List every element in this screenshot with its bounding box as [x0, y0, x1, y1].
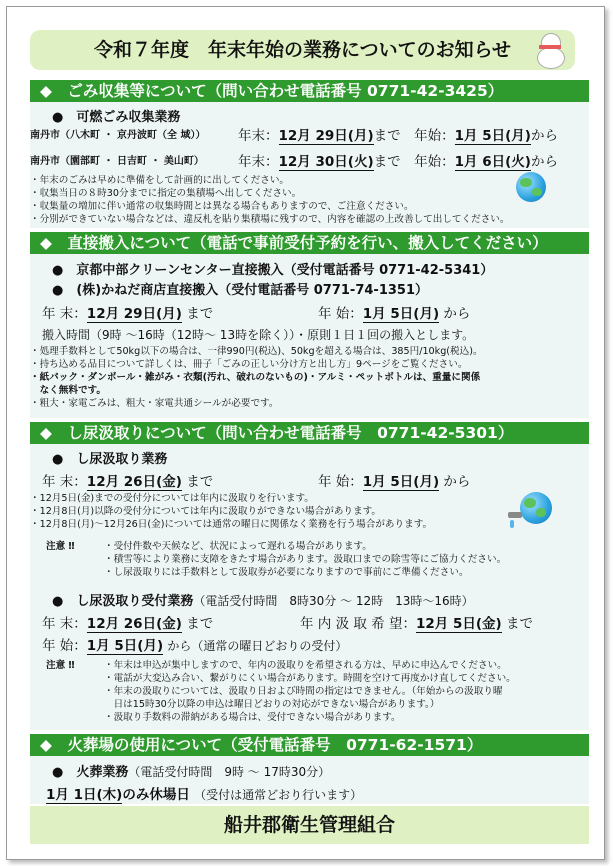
page-title: 令和７年度 年末年始の業務についてのお知らせ [30, 30, 575, 70]
section-direct-delivery-header: ◆ 直接搬入について（電話で事前受付予約を行い、搬入してください） [30, 232, 589, 254]
cleancenter-subtitle: ● 京都中部クリーンセンター直接搬入（受付電話番号 0771-42-5341） [52, 263, 494, 278]
garbage-schedule-row-2-dates: 年末：12月 30日(火)まで 年始：1月 6日(火)から [238, 154, 558, 170]
section-garbage-subtitle: ● 可燃ごみ収集業務 [52, 110, 181, 125]
sewage-reception-deadline: 年 内 汲 取 希 望：12月 5日(金) まで [300, 616, 533, 632]
crematorium-holiday: 1月 1日(木)のみ休場日 （受付は通常どおり行います） [46, 787, 363, 803]
garbage-schedule-row-1: 南丹市（八木町 ・ 京丹波町（全 域）） [30, 130, 206, 141]
section-sewage-header: ◆ し尿汲取りについて（問い合わせ電話番号 0771-42-5301） [30, 422, 589, 444]
organization-footer: 船井郡衛生管理組合 [30, 806, 589, 844]
snowman-illustration [535, 33, 569, 67]
sewage-new-year: 年 始：1月 5日(月) から [318, 474, 471, 490]
direct-delivery-year-end: 年 末：12月 29日(月) まで [42, 306, 214, 322]
earth-with-faucet-illustration [508, 490, 556, 536]
section-crematorium-header: ◆ 火葬場の使用について（受付電話番号 0771-62-1571） [30, 734, 589, 756]
sewage-reception-subtitle: ● し尿汲取り受付業務（電話受付時間 8時30分 ～ 12時 13時～16時） [52, 594, 474, 609]
kaneda-subtitle: ● (株)かねだ商店直接搬入（受付電話番号 0771-74-1351） [52, 283, 428, 298]
garbage-schedule-row-2: 南丹市（園部町 ・ 日吉町 ・ 美山町） [30, 156, 204, 167]
crematorium-subtitle: ● 火葬業務（電話受付時間 9時 ～ 17時30分） [52, 765, 331, 780]
section-garbage-header: ◆ ごみ収集等について（問い合わせ電話番号 0771-42-3425） [30, 80, 589, 102]
earth-character-illustration [512, 172, 552, 204]
sewage-year-end: 年 末：12月 26日(金) まで [42, 474, 214, 490]
garbage-schedule-row-1-dates: 年末：12月 29日(月)まで 年始：1月 5日(月)から [238, 128, 558, 144]
sewage-reception-year-end: 年 末：12月 26日(金) まで [42, 616, 214, 632]
sewage-caution-label-2: 注意 ‼ [46, 660, 75, 671]
direct-delivery-hours: 搬入時間（9時 ～16時（12時～ 13時を除く））・原則１日１回の搬入とします。 [42, 328, 475, 342]
sewage-caution-label: 注意 ‼ [46, 541, 75, 552]
direct-delivery-new-year: 年 始：1月 5日(月) から [318, 306, 471, 322]
sewage-reception-new-year: 年 始：1月 5日(月) から（通常の曜日どおりの受付） [42, 638, 348, 654]
sewage-subtitle: ● し尿汲取り業務 [52, 452, 168, 467]
